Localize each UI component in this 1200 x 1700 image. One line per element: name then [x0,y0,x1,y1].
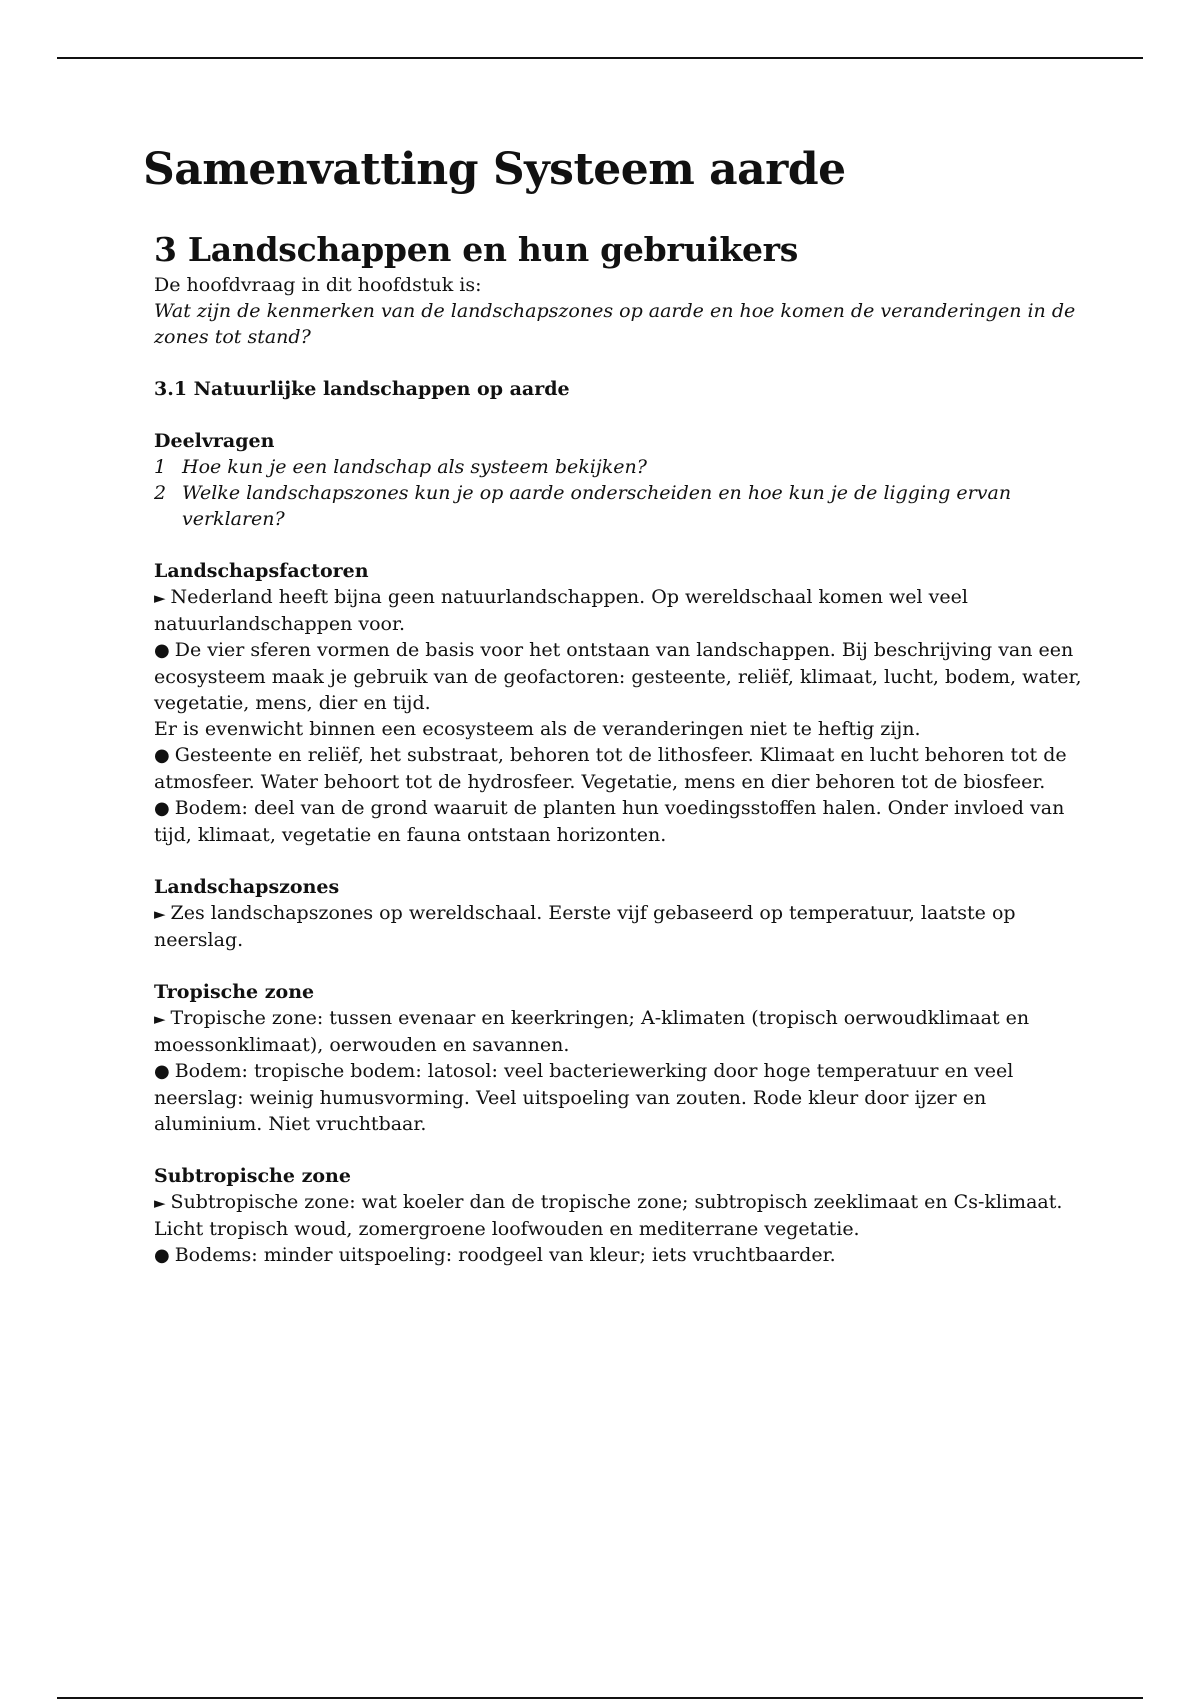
bottom-rule [57,1697,1143,1699]
dot-bullet-icon: ● [154,1245,170,1266]
arrow-bullet-icon: ► [154,1010,166,1028]
deelvragen-list [154,454,1084,532]
list-item-number: 2 [154,482,167,504]
paragraph [154,584,1084,637]
dot-bullet-icon: ● [154,1061,170,1082]
tropische-zone-block [154,979,1084,1137]
section-title: 3.1 Natuurlijke landschappen op aarde [154,378,570,400]
arrow-bullet-icon: ► [154,1194,166,1212]
list-item [154,480,1084,532]
paragraph [154,900,1084,953]
main-question: Wat zijn de kenmerken van de landschapszones op aarde en hoe komen de veranderingen in de zones tot stand? [154,300,1076,348]
paragraph [154,716,1084,742]
dot-bullet-icon: ● [154,640,170,661]
list-item-number: 1 [154,456,167,478]
landschapszones-heading: Landschapszones [154,876,340,898]
paragraph [154,1189,1084,1242]
paragraph-text: Gesteente en reliëf, het substraat, behoren tot de lithosfeer. Klimaat en lucht behoren tot de atmosfeer. Water behoort tot de hydrosfeer. Vegetatie, mens en dier behoren tot de biosfeer. [154,744,1067,793]
paragraph [154,795,1084,848]
deelvragen-heading: Deelvragen [154,430,275,452]
paragraph-text: De vier sferen vormen de basis voor het ontstaan van landschappen. Bij beschrijving van een ecosysteem maak je gebruik van de geofactoren: gesteente, reliëf, klimaat, lucht, bodem, water, vegetatie, mens, dier en tijd. [154,639,1082,714]
arrow-bullet-icon: ► [154,589,166,607]
arrow-bullet-icon: ► [154,905,166,923]
paragraph-text: Bodems: minder uitspoeling: roodgeel van kleur; iets vruchtbaarder. [174,1244,836,1266]
tropische-zone-heading: Tropische zone [154,981,315,1003]
document-content [154,228,1084,1269]
chapter-title: 3 Landschappen en hun gebruikers [154,230,799,269]
paragraph-text: Tropische zone: tussen evenaar en keerkringen; A-klimaten (tropisch oerwoudklimaat en moessonklimaat), oerwouden en savannen. [154,1007,1030,1056]
paragraph-text: Bodem: tropische bodem: latosol: veel bacteriewerking door hoge temperatuur en veel neerslag: weinig humusvorming. Veel uitspoeling van zouten. Rode kleur door ijzer en aluminium. Niet vruchtbaar. [154,1060,1014,1135]
paragraph [154,742,1084,795]
list-item-text: Hoe kun je een landschap als systeem bekijken? [182,456,647,478]
subtropische-zone-heading: Subtropische zone [154,1165,351,1187]
landschapszones-block [154,874,1084,953]
landschapsfactoren-block [154,558,1084,848]
paragraph-text: Zes landschapszones op wereldschaal. Eerste vijf gebaseerd op temperatuur, laatste op neerslag. [154,902,1016,951]
list-item-text: Welke landschapszones kun je op aarde onderscheiden en hoe kun je de ligging ervan verklaren? [182,482,1012,530]
paragraph [154,637,1084,716]
deelvragen-block [154,428,1084,532]
dot-bullet-icon: ● [154,745,170,766]
document-title: Samenvatting Systeem aarde [143,144,846,195]
paragraph-text: Bodem: deel van de grond waaruit de planten hun voedingsstoffen halen. Onder invloed van tijd, klimaat, vegetatie en fauna ontstaan horizonten. [154,797,1065,846]
paragraph [154,1242,1084,1269]
chapter-intro: De hoofdvraag in dit hoofdstuk is: [154,274,482,296]
landschapsfactoren-heading: Landschapsfactoren [154,560,369,582]
paragraph-text: Er is evenwicht binnen een ecosysteem als de veranderingen niet te heftig zijn. [154,718,921,740]
paragraph [154,1005,1084,1058]
subtropische-zone-block [154,1163,1084,1269]
paragraph-text: Nederland heeft bijna geen natuurlandschappen. Op wereldschaal komen wel veel natuurlandschappen voor. [154,586,968,635]
list-item [154,454,1084,480]
dot-bullet-icon: ● [154,798,170,819]
paragraph [154,1058,1084,1137]
top-rule [57,57,1143,59]
paragraph-text: Subtropische zone: wat koeler dan de tropische zone; subtropisch zeeklimaat en Cs-klimaat. Licht tropisch woud, zomergroene loofwouden en mediterrane vegetatie. [154,1191,1063,1240]
